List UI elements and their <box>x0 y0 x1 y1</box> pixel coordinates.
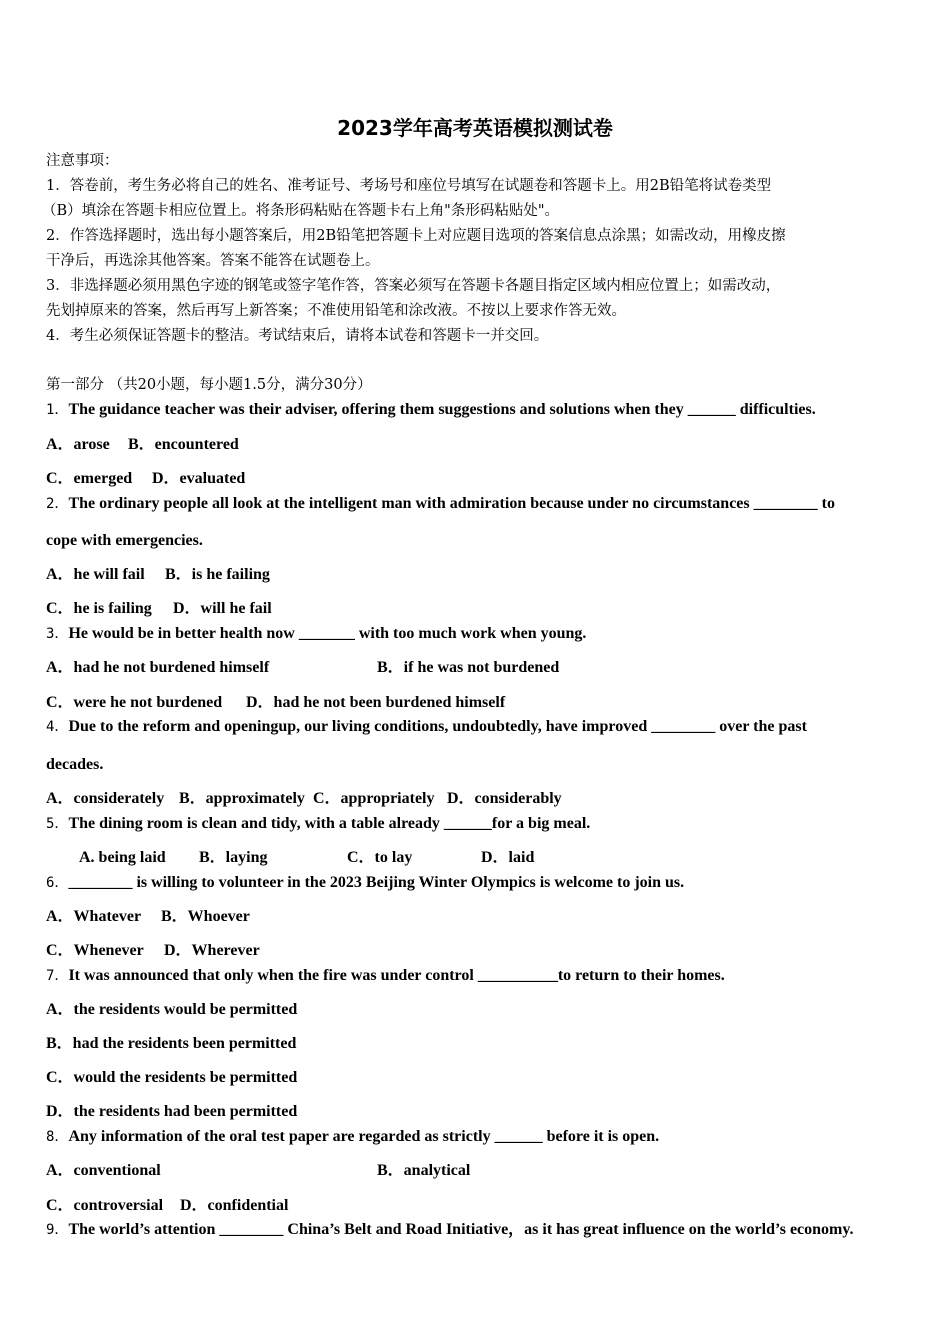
question-text: The dining room is clean and tidy, with a table already ______for a big meal. <box>68 815 591 832</box>
question-text: The ordinary people all look at the intelligent man with admiration because under no circumstances ________ to <box>68 495 835 512</box>
note-line: 4．考生必须保证答题卡的整洁。考试结束后，请将本试卷和答题卡一并交回。 <box>46 328 549 344</box>
page-title: 2023学年高考英语模拟测试卷 <box>337 116 613 140</box>
option-a: A．conventional <box>46 1162 161 1179</box>
question-text: Due to the reform and openingup, our living conditions, undoubtedly, have improved ________ over the past <box>68 718 807 735</box>
option-d: D．will he fail <box>173 600 272 617</box>
option-a: A．Whatever <box>46 908 142 925</box>
question-text-continued: decades. <box>46 756 104 773</box>
note-line: 干净后，再选涂其他答案。答案不能答在试题卷上。 <box>46 253 380 269</box>
question-3 <box>46 624 586 644</box>
question-6 <box>46 873 684 893</box>
option-c: C．emerged <box>46 470 133 487</box>
question-text: The guidance teacher was their adviser, offering them suggestions and solutions when they ______ difficulties. <box>68 401 816 418</box>
option-a: A．he will fail <box>46 566 145 583</box>
option-b: B．encountered <box>128 436 239 453</box>
question-text: The world’s attention ________ China’s Belt and Road Initiative，as it has great influence on the world’s economy. <box>68 1221 854 1238</box>
note-line: 先划掉原来的答案，然后再写上新答案；不准使用铅笔和涂改液。不按以上要求作答无效。 <box>46 303 626 319</box>
option-b: B．approximately <box>179 790 305 807</box>
option-c: C．controversial <box>46 1197 164 1214</box>
question-text-continued: cope with emergencies. <box>46 532 203 549</box>
question-number: 8． <box>46 1129 69 1145</box>
question-text: He would be in better health now _______ with too much work when young. <box>68 625 587 642</box>
question-1 <box>46 400 816 420</box>
note-line: 3．非选择题必须用黑色字迹的钢笔或签字笔作答，答案必须写在答题卡各题目指定区域内相应位置上；如需改动， <box>46 278 781 294</box>
option-c: C．appropriately <box>313 790 435 807</box>
question-text: It was announced that only when the fire was under control __________to return to their homes. <box>68 967 725 984</box>
option-a: A．the residents would be permitted <box>46 1001 298 1018</box>
option-c: C．he is failing <box>46 600 152 617</box>
notes-heading: 注意事项： <box>46 153 119 169</box>
option-d: D．evaluated <box>152 470 246 487</box>
option-a: A．arose <box>46 436 110 453</box>
question-number: 9． <box>46 1222 69 1238</box>
note-line: 1．答卷前，考生务必将自己的姓名、准考证号、考场号和座位号填写在试题卷和答题卡上。用2B铅笔将试卷类型 <box>46 178 772 194</box>
option-d: D．considerably <box>447 790 562 807</box>
option-b: B．laying <box>199 849 268 866</box>
option-c: C．to lay <box>347 849 413 866</box>
question-number: 5． <box>46 816 69 832</box>
option-a: A．considerately <box>46 790 165 807</box>
option-d: D．laid <box>481 849 535 866</box>
option-b: B．had the residents been permitted <box>46 1035 297 1052</box>
option-d: D．Wherever <box>164 942 260 959</box>
note-line: 2．作答选择题时，选出每小题答案后，用2B铅笔把答题卡上对应题目选项的答案信息点涂黑；如需改动，用橡皮擦 <box>46 228 786 244</box>
option-d: D．had he not been burdened himself <box>246 694 506 711</box>
question-text: Any information of the oral test paper are regarded as strictly ______ before it is open. <box>68 1128 660 1145</box>
question-number: 3． <box>46 626 69 642</box>
question-number: 4． <box>46 719 69 735</box>
question-number: 2． <box>46 496 69 512</box>
option-a: A．had he not burdened himself <box>46 659 270 676</box>
question-5 <box>46 814 590 834</box>
question-text: ________ is willing to volunteer in the 2023 Beijing Winter Olympics is welcome to join us. <box>68 874 685 891</box>
option-d: D．the residents had been permitted <box>46 1103 298 1120</box>
option-a: A. being laid <box>79 849 166 866</box>
option-c: C．would the residents be permitted <box>46 1069 298 1086</box>
option-c: C．were he not burdened <box>46 694 223 711</box>
note-line: （B）填涂在答题卡相应位置上。将条形码粘贴在答题卡右上角"条形码粘贴处"。 <box>42 203 559 219</box>
question-9 <box>46 1220 854 1240</box>
option-d: D．confidential <box>180 1197 289 1214</box>
question-4 <box>46 717 807 737</box>
question-8 <box>46 1127 659 1147</box>
question-7 <box>46 966 725 986</box>
section-heading: 第一部分 （共20小题，每小题1.5分，满分30分） <box>46 377 372 393</box>
option-b: B．analytical <box>377 1162 471 1179</box>
option-b: B．is he failing <box>165 566 270 583</box>
question-2 <box>46 494 835 514</box>
option-b: B．Whoever <box>161 908 250 925</box>
option-b: B．if he was not burdened <box>377 659 560 676</box>
question-number: 7． <box>46 968 69 984</box>
question-number: 6． <box>46 875 69 891</box>
option-c: C．Whenever <box>46 942 144 959</box>
question-number: 1． <box>46 402 69 418</box>
